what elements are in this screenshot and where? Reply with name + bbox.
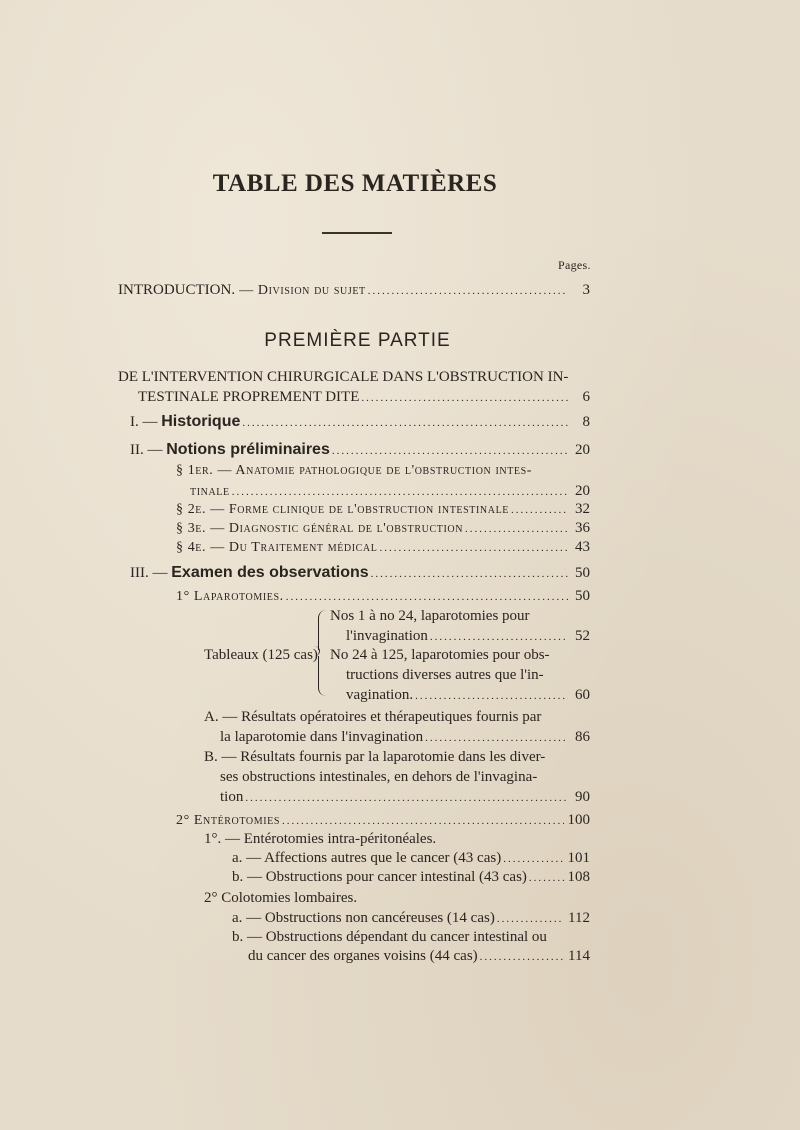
dot-leader: [511, 500, 568, 520]
toc-entry-subsection-4: [176, 537, 590, 557]
intro-subtitle: — Division du sujet: [235, 283, 366, 298]
toc-entry-part-subtitle: [138, 387, 590, 407]
tableaux-label: Tableaux (125 cas): [204, 647, 318, 663]
dot-leader: [245, 788, 568, 808]
dot-leader: [332, 441, 568, 461]
result-a-line1: A. — Résultats opératoires et thérapeutiques fournis par: [204, 709, 542, 725]
subsection-2-label: § 2e. — Forme clinique de l'obstruction intestinale: [176, 502, 509, 517]
dot-leader: [286, 587, 568, 607]
section-separator: —: [148, 565, 172, 581]
dot-leader: [415, 686, 568, 706]
tableau-2-line3: vagination.: [346, 687, 414, 703]
toc-entry-tableau-2: [346, 685, 590, 705]
enterotomies-a-label: a. — Affections autres que le cancer (43 cas): [232, 850, 502, 866]
toc-entry-enterotomies: [176, 810, 590, 830]
dot-leader: [480, 947, 564, 967]
dot-leader: [497, 909, 564, 929]
dot-leader: [430, 627, 568, 647]
dot-leader: [371, 564, 568, 584]
toc-entry-result-b: [220, 787, 590, 807]
page-number: 3: [582, 282, 590, 298]
toc-entry-result-a: [220, 727, 590, 747]
page-number: 36: [575, 520, 590, 536]
section-separator: —: [138, 414, 162, 430]
page-number: 101: [567, 850, 590, 866]
toc-entry-colotomies-b: [248, 946, 590, 966]
toc-entry-tableau-1: [346, 626, 590, 646]
tableau-2-line1: No 24 à 125, laparotomies pour obs-: [330, 647, 550, 663]
subsection-3-label: § 3e. — Diagnostic général de l'obstruction: [176, 521, 464, 536]
brace-top: [318, 610, 327, 650]
toc-entry-laparotomies: [176, 586, 590, 606]
page-title: TABLE DES MATIÈRES: [212, 170, 498, 197]
toc-entry-subsection-3: [176, 518, 590, 538]
page-number: 43: [575, 539, 590, 555]
page-number: 114: [568, 948, 590, 964]
toc-entry-subsection-1: [190, 481, 590, 501]
pages-column-header: Pages.: [558, 258, 591, 272]
page-number: 100: [567, 812, 590, 828]
toc-entry-examen: [130, 563, 590, 583]
brace-bottom: [318, 656, 327, 696]
part-subtitle-line2: TESTINALE PROPREMENT DITE: [138, 389, 360, 405]
page-number: 32: [575, 501, 590, 517]
dot-leader: [503, 849, 563, 869]
result-b-line1: B. — Résultats fournis par la laparotomie dans les diver-: [204, 749, 546, 765]
page-number: 20: [575, 442, 590, 458]
page-number: 52: [575, 628, 590, 644]
dot-leader: [368, 281, 568, 301]
dot-leader: [379, 538, 568, 558]
subsection-1-line2: tinale: [190, 484, 230, 499]
toc-entry-enterotomies-a: [232, 848, 590, 868]
page-number: 60: [575, 687, 590, 703]
tableau-1-line1: Nos 1 à no 24, laparotomies pour: [330, 608, 530, 624]
toc-entry-historique: [130, 412, 590, 432]
page-number: 108: [567, 869, 590, 885]
intro-label: INTRODUCTION.: [118, 282, 236, 298]
subsection-1-line1: § 1er. — Anatomie pathologique de l'obstruction intes-: [176, 463, 533, 478]
toc-entry-introduction: [118, 280, 590, 300]
colotomies-label: 2° Colotomies lombaires.: [204, 890, 358, 906]
enterotomies-intra-label: 1°. — Entérotomies intra-péritonéales.: [204, 831, 437, 847]
enterotomies-label: 2° Entérotomies: [176, 813, 281, 828]
page-number: 6: [582, 389, 590, 405]
laparotomies-label: 1° Laparotomies.: [176, 589, 284, 604]
toc-entry-notions: [130, 440, 590, 460]
subsection-4-label: § 4e. — Du Traitement médical: [176, 540, 378, 555]
dot-leader: [361, 388, 568, 408]
section-number: I.: [130, 414, 139, 430]
colotomies-b-line1: b. — Obstructions dépendant du cancer intestinal ou: [232, 929, 547, 945]
section-label: Notions préliminaires: [166, 441, 330, 458]
section-number: III.: [130, 565, 149, 581]
colotomies-b-line2: du cancer des organes voisins (44 cas): [248, 948, 478, 964]
section-label: Examen des observations: [171, 564, 369, 581]
page-number: 112: [568, 910, 590, 926]
section-number: II.: [130, 442, 144, 458]
dot-leader: [282, 811, 563, 831]
tableau-2-line2: tructions diverses autres que l'in-: [346, 667, 544, 683]
enterotomies-b-label: b. — Obstructions pour cancer intestinal (43 cas): [232, 869, 527, 885]
page-number: 50: [575, 565, 590, 581]
part-subtitle-line1: DE L'INTERVENTION CHIRURGICALE DANS L'OBSTRUCTION IN-: [118, 369, 569, 385]
page-number: 86: [575, 729, 590, 745]
toc-entry-enterotomies-b: [232, 867, 590, 887]
dot-leader: [465, 519, 568, 539]
part-title: PREMIÈRE PARTIE: [264, 330, 451, 351]
page-number: 50: [575, 588, 590, 604]
toc-entry-colotomies-a: [232, 908, 590, 928]
page-number: 90: [575, 789, 590, 805]
page-number: 8: [582, 414, 590, 430]
result-b-line3: tion: [220, 789, 244, 805]
dot-leader: [425, 728, 568, 748]
page-number: 20: [575, 483, 590, 499]
dot-leader: [242, 413, 568, 433]
title-divider: [322, 232, 392, 234]
dot-leader: [529, 868, 564, 888]
tableau-1-line2: l'invagination: [346, 628, 428, 644]
toc-entry-subsection-2: [176, 499, 590, 519]
section-separator: —: [143, 442, 167, 458]
result-a-line2: la laparotomie dans l'invagination: [220, 729, 424, 745]
result-b-line2: ses obstructions intestinales, en dehors de l'invagina-: [220, 769, 538, 785]
colotomies-a-label: a. — Obstructions non cancéreuses (14 cas): [232, 910, 495, 926]
section-label: Historique: [161, 413, 241, 430]
